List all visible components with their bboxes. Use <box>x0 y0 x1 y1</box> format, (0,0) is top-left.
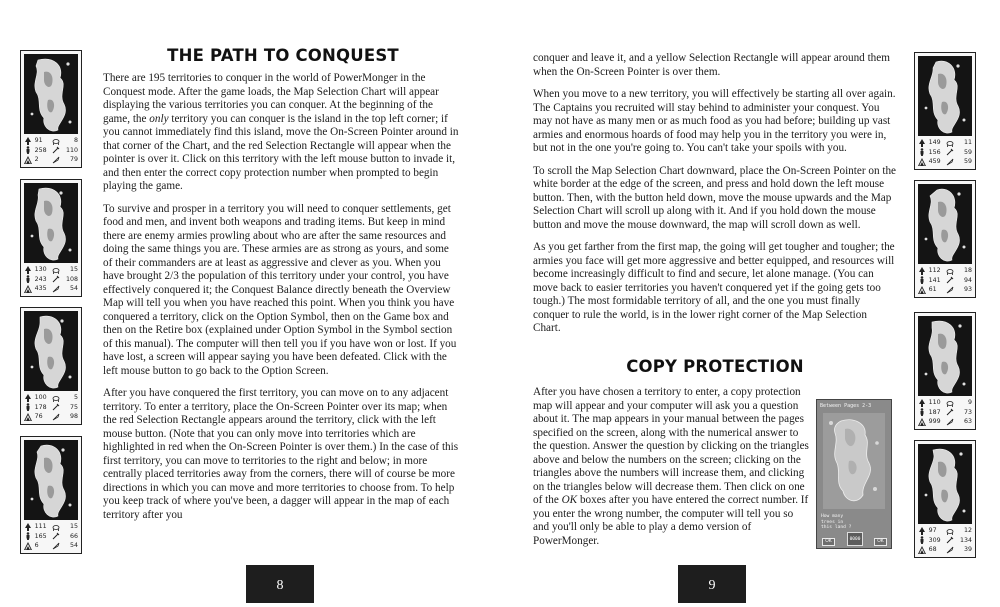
page-number: 9 <box>678 565 746 603</box>
man-icon <box>918 536 926 544</box>
tree-icon <box>24 137 32 145</box>
territory-thumbnail <box>20 436 82 554</box>
stat-value: 63 <box>963 418 972 426</box>
blade-icon <box>946 546 954 554</box>
sheep-icon <box>52 137 60 145</box>
man-icon <box>24 146 32 154</box>
tool-icon <box>946 148 954 156</box>
body-text <box>533 386 811 557</box>
stat-value: 97 <box>928 527 937 535</box>
house-icon <box>918 546 926 554</box>
territory-thumbnail <box>914 180 976 298</box>
territory-thumbnail <box>20 307 82 425</box>
stat-row <box>24 393 78 403</box>
stat-value: 130 <box>34 266 47 274</box>
tree-icon <box>24 394 32 402</box>
stat-value: 68 <box>928 546 937 554</box>
house-icon <box>918 418 926 426</box>
left-page <box>0 0 500 603</box>
stat-row <box>918 138 972 148</box>
sheep-icon <box>946 139 954 147</box>
stat-value: 149 <box>928 139 941 147</box>
stat-row <box>24 136 78 146</box>
stat-row <box>918 148 972 158</box>
man-icon <box>918 276 926 284</box>
stat-value: 8 <box>73 137 78 145</box>
stat-row <box>24 412 78 422</box>
stat-value: 108 <box>65 275 78 283</box>
territory-stats <box>24 393 78 422</box>
tree-icon <box>918 399 926 407</box>
stat-value: 6 <box>34 542 39 550</box>
stat-value: 98 <box>69 413 78 421</box>
stat-value: 100 <box>34 394 47 402</box>
sheep-icon <box>946 399 954 407</box>
body-text <box>103 72 461 531</box>
territory-map-image <box>918 316 972 396</box>
copy-protection-screenshot <box>816 399 892 549</box>
stat-value: 112 <box>928 267 941 275</box>
house-icon <box>24 542 32 550</box>
territory-stats <box>918 138 972 167</box>
tool-icon <box>52 146 60 154</box>
figure-title: Between Pages 2-3 <box>820 403 872 409</box>
stat-value: 141 <box>928 276 941 284</box>
territory-map-image <box>823 413 885 509</box>
tool-icon <box>52 403 60 411</box>
sheep-icon <box>946 527 954 535</box>
stat-value: 66 <box>69 532 78 540</box>
tool-icon <box>946 408 954 416</box>
stat-row <box>24 146 78 156</box>
man-icon <box>918 408 926 416</box>
house-icon <box>24 413 32 421</box>
sheep-icon <box>52 266 60 274</box>
territory-thumbnail <box>914 440 976 558</box>
paragraph: As you get farther from the first map, the going will get tougher and tougher; the armies you face will get more aggressive and better equipped, and resources will become increasingly difficult to find and secure, let alone manage. (You can move back to easier territories you haven't conquered yet if the going gets too tough.) The most formidable territory of all, and the one you must finally conquer to rule the world, is in the lower right corner of the Map Selection Chart. <box>533 241 895 334</box>
stat-row <box>24 541 78 551</box>
tool-icon <box>946 276 954 284</box>
territory-thumbnail <box>914 52 976 170</box>
ok-button[interactable]: OK <box>874 538 887 546</box>
man-icon <box>24 275 32 283</box>
stat-value: 9 <box>967 399 972 407</box>
stat-row <box>918 545 972 555</box>
paragraph: conquer and leave it, and a yellow Selection Rectangle will appear around them when the On-Screen Pointer is over them. <box>533 52 890 78</box>
ok-button[interactable]: OK <box>822 538 835 546</box>
stat-row <box>918 285 972 295</box>
stat-value: 54 <box>69 285 78 293</box>
paragraph: To scroll the Map Selection Chart downward, place the On-Screen Pointer on the white border at the edge of the screen, and press and hold down the left mouse button. Then, with the button held down, move the mouse upwards and the Map Selection Chart will scroll up along with it. And if you hold down the mouse button and move the mouse downward, the map will scroll down as well. <box>533 164 897 231</box>
territory-stats <box>24 136 78 165</box>
stat-value: 94 <box>963 276 972 284</box>
territory-stats <box>918 526 972 555</box>
stat-value: 54 <box>69 542 78 550</box>
stat-row <box>918 266 972 276</box>
stat-value: 75 <box>69 403 78 411</box>
house-icon <box>918 158 926 166</box>
stat-value: 178 <box>34 403 47 411</box>
stat-value: 73 <box>963 408 972 416</box>
sheep-icon <box>52 394 60 402</box>
blade-icon <box>52 285 60 293</box>
territory-map-image <box>24 311 78 391</box>
tool-icon <box>52 275 60 283</box>
number-counter[interactable]: 0000 <box>847 532 863 546</box>
stat-value: 435 <box>34 285 47 293</box>
stat-row <box>24 284 78 294</box>
stat-value: 165 <box>34 532 47 540</box>
territory-stats <box>24 522 78 551</box>
stat-value: 156 <box>928 148 941 156</box>
stat-value: 111 <box>34 523 47 531</box>
territory-stats <box>918 266 972 295</box>
stat-value: 309 <box>928 536 941 544</box>
stat-row <box>24 532 78 542</box>
stat-value: 18 <box>963 267 972 275</box>
blade-icon <box>52 413 60 421</box>
stat-value: 79 <box>69 156 78 164</box>
body-text <box>533 52 897 345</box>
stat-value: 459 <box>928 158 941 166</box>
territory-map-image <box>24 440 78 520</box>
territory-map-image <box>24 54 78 134</box>
stat-value: 5 <box>73 394 78 402</box>
paragraph: When you move to a new territory, you will effectively be starting all over again. The Captains you recruited will stay behind to administer your conquest. You may not have as many men or as much food as you had before; building up vast armies and enormous hoards of food may help you in the territory you were in, but not in the one you're going to. You can't take your spoils with you. <box>533 88 896 154</box>
stat-value: 12 <box>963 527 972 535</box>
man-icon <box>24 532 32 540</box>
right-page <box>500 0 1000 603</box>
stat-value: 110 <box>65 146 78 154</box>
stat-value: 59 <box>963 158 972 166</box>
tree-icon <box>918 139 926 147</box>
stat-row <box>918 417 972 427</box>
territory-map-image <box>918 444 972 524</box>
figure-question: How many trees in this land ? <box>821 514 852 530</box>
blade-icon <box>52 156 60 164</box>
house-icon <box>24 156 32 164</box>
paragraph: To survive and prosper in a territory you will need to conquer settlements, get food and men, and invent both weapons and trading items. But keep in mind there are enemy armies prowling about who are after the same resources and doing the same things you are. These armies are as strong as yours, and some of their commanders are at least as aggressive and clever as you. When you have brought 2/3 the population of this territory under your control, you have effectively conquered it; the Conquest Balance directly beneath the Overview Map will tell you when you have reached this point. When you think you have conquered a territory, click on the Option Symbol, then on the Game box and then on the Retire box (explained under Option Symbol in the Symbol section of this manual). The computer will then tell you if you have won or lost. If you have lost, a screen will appear saying you have been defeated. Click with the left mouse button to go back to the Option Screen. <box>103 202 457 377</box>
stat-row <box>24 522 78 532</box>
stat-value: 2 <box>34 156 39 164</box>
man-icon <box>918 148 926 156</box>
tool-icon <box>52 532 60 540</box>
page-number: 8 <box>246 565 314 603</box>
stat-row <box>24 403 78 413</box>
territory-map-image <box>918 56 972 136</box>
stat-value: 110 <box>928 399 941 407</box>
stat-value: 91 <box>34 137 43 145</box>
stat-value: 258 <box>34 146 47 154</box>
house-icon <box>24 285 32 293</box>
stat-value: 93 <box>963 286 972 294</box>
territory-stats <box>918 398 972 427</box>
territory-thumbnail <box>914 312 976 430</box>
territory-stats <box>24 265 78 294</box>
paragraph: After you have chosen a territory to enter, a copy protection map will appear and your computer will ask you a question about it. The map appears in your manual between the pages specified on the screen, along with the numerical answer to the question. Answer the question by clicking on the triangles above and below the numbers on the screen; clicking on the triangles above the numbers will increase them, and clicking on the triangles below will decrease them. Then click on one of the OK boxes after you have entered the correct number. If you enter the wrong number, the computer will tell you so and you'll only be able to play a demo version of PowerMonger. <box>533 386 809 547</box>
blade-icon <box>946 158 954 166</box>
territory-map-image <box>918 184 972 264</box>
stat-value: 76 <box>34 413 43 421</box>
stat-value: 15 <box>69 266 78 274</box>
stat-row <box>24 275 78 285</box>
stat-row <box>24 155 78 165</box>
stat-value: 39 <box>963 546 972 554</box>
stat-value: 61 <box>928 286 937 294</box>
blade-icon <box>946 286 954 294</box>
stat-row <box>918 536 972 546</box>
tree-icon <box>24 266 32 274</box>
man-icon <box>24 403 32 411</box>
section-heading: COPY PROTECTION <box>626 357 804 376</box>
territory-thumbnail <box>20 179 82 297</box>
tree-icon <box>918 527 926 535</box>
stat-row <box>918 157 972 167</box>
stat-row <box>918 408 972 418</box>
stat-value: 187 <box>928 408 941 416</box>
territory-map-image <box>24 183 78 263</box>
sheep-icon <box>946 267 954 275</box>
stat-value: 243 <box>34 275 47 283</box>
tree-icon <box>918 267 926 275</box>
stat-row <box>918 526 972 536</box>
blade-icon <box>946 418 954 426</box>
stat-row <box>24 265 78 275</box>
stat-row <box>918 276 972 286</box>
sheep-icon <box>52 523 60 531</box>
house-icon <box>918 286 926 294</box>
tree-icon <box>24 523 32 531</box>
page-title: THE PATH TO CONQUEST <box>167 46 399 65</box>
stat-value: 11 <box>963 139 972 147</box>
paragraph: There are 195 territories to conquer in the world of PowerMonger in the Conquest mode. After the game loads, the Map Selection Chart will appear displaying the various territories you can conquer. At the beginning of the game, the only territory you can conquer is the island in the top left corner; if you cannot immediately find this island, move the On-Screen Pointer around in that corner of the Chart, and the red Selection Rectangle will appear when the pointer is over it. Click on this territory with the left mouse button to invade it, and then enter the correct copy protection number when prompted to begin playing the game. <box>103 72 459 192</box>
stat-value: 134 <box>959 536 972 544</box>
stat-value: 999 <box>928 418 941 426</box>
paragraph: After you have conquered the first territory, you can move on to any adjacent territory. To enter a territory, place the On-Screen Pointer over its map; when the red Selection Rectangle appears around the territory, click with the left mouse button. (Note that you can only move into territories which are highlighted in red when the On-Screen Pointer is over them.) In the case of this first territory, you can move to territories to the right and below; in more centrally placed territories away from the corners, there will of course be more directions in which you can move and more territories to choose from. To help you keep track of where you've been, a dagger will appear in the map of each territory after you <box>103 387 459 521</box>
tool-icon <box>946 536 954 544</box>
stat-value: 59 <box>963 148 972 156</box>
territory-thumbnail <box>20 50 82 168</box>
stat-value: 15 <box>69 523 78 531</box>
blade-icon <box>52 542 60 550</box>
stat-row <box>918 398 972 408</box>
